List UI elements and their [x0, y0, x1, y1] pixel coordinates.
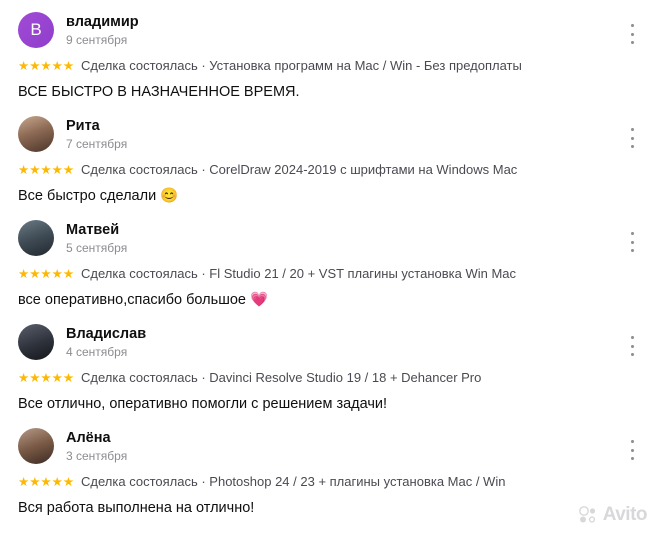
review-text: все оперативно,спасибо большое 💗 — [18, 292, 269, 308]
deal-info: Сделка состоялась · Fl Studio 21 / 20 + VST плагины установка Win Mac — [81, 266, 517, 281]
star-rating-icon: ★★★★★ — [18, 59, 75, 73]
author-name[interactable]: Алёна — [66, 430, 111, 446]
review-author-meta — [66, 12, 139, 48]
review-date: 4 сентября — [66, 345, 128, 359]
review-text: Все быстро сделали 😊 — [18, 188, 179, 204]
review-item — [0, 320, 663, 424]
review-item — [0, 216, 663, 320]
review-header — [18, 12, 623, 56]
review-item — [0, 112, 663, 216]
review-text: Вся работа выполнена на отлично! — [18, 500, 255, 516]
deal-info: Сделка состоялась · Photoshop 24 / 23 + плагины установка Mac / Win — [81, 474, 506, 489]
star-rating-icon: ★★★★★ — [18, 371, 75, 385]
kebab-menu-icon[interactable] — [623, 126, 641, 150]
rating-row — [18, 266, 623, 282]
author-name[interactable]: Владислав — [66, 326, 147, 342]
review-item — [0, 8, 663, 112]
review-text: ВСЕ БЫСТРО В НАЗНАЧЕННОЕ ВРЕМЯ. — [18, 84, 300, 100]
review-header — [18, 324, 623, 368]
author-name[interactable]: владимир — [66, 14, 139, 30]
star-rating-icon: ★★★★★ — [18, 267, 75, 281]
avatar[interactable] — [18, 428, 54, 464]
kebab-menu-icon[interactable] — [623, 334, 641, 358]
avatar-initial: В — [30, 20, 42, 39]
review-date: 7 сентября — [66, 137, 128, 151]
review-author-meta — [66, 220, 127, 256]
deal-info: Сделка состоялась · Установка программ на Mac / Win - Без предоплаты — [81, 58, 522, 73]
avito-wordmark: Avito — [602, 504, 647, 525]
review-author-meta — [66, 428, 127, 464]
review-author-meta — [66, 324, 146, 360]
review-text: Все отлично, оперативно помогли с решением задачи! — [18, 396, 388, 412]
rating-row — [18, 474, 623, 490]
author-name[interactable]: Матвей — [66, 222, 120, 238]
deal-info: Сделка состоялась · CorelDraw 2024-2019 с шрифтами на Windows Mac — [81, 162, 518, 177]
avatar[interactable] — [18, 220, 54, 256]
review-header — [18, 220, 623, 264]
author-name[interactable]: Рита — [66, 118, 100, 134]
review-date: 3 сентября — [66, 449, 128, 463]
review-author-meta — [66, 116, 127, 152]
kebab-menu-icon[interactable] — [623, 22, 641, 46]
kebab-menu-icon[interactable] — [623, 230, 641, 254]
rating-row — [18, 370, 623, 386]
star-rating-icon: ★★★★★ — [18, 163, 75, 177]
avatar[interactable] — [18, 116, 54, 152]
rating-row — [18, 162, 623, 178]
deal-info: Сделка состоялась · Davinci Resolve Studio 19 / 18 + Dehancer Pro — [81, 370, 482, 385]
rating-row — [18, 58, 623, 74]
star-rating-icon: ★★★★★ — [18, 475, 75, 489]
review-date: 5 сентября — [66, 241, 128, 255]
review-header — [18, 116, 623, 160]
avatar[interactable] — [18, 324, 54, 360]
avatar[interactable] — [18, 12, 54, 48]
review-item — [0, 424, 663, 528]
review-header — [18, 428, 623, 472]
review-date: 9 сентября — [66, 33, 128, 47]
kebab-menu-icon[interactable] — [623, 438, 641, 462]
